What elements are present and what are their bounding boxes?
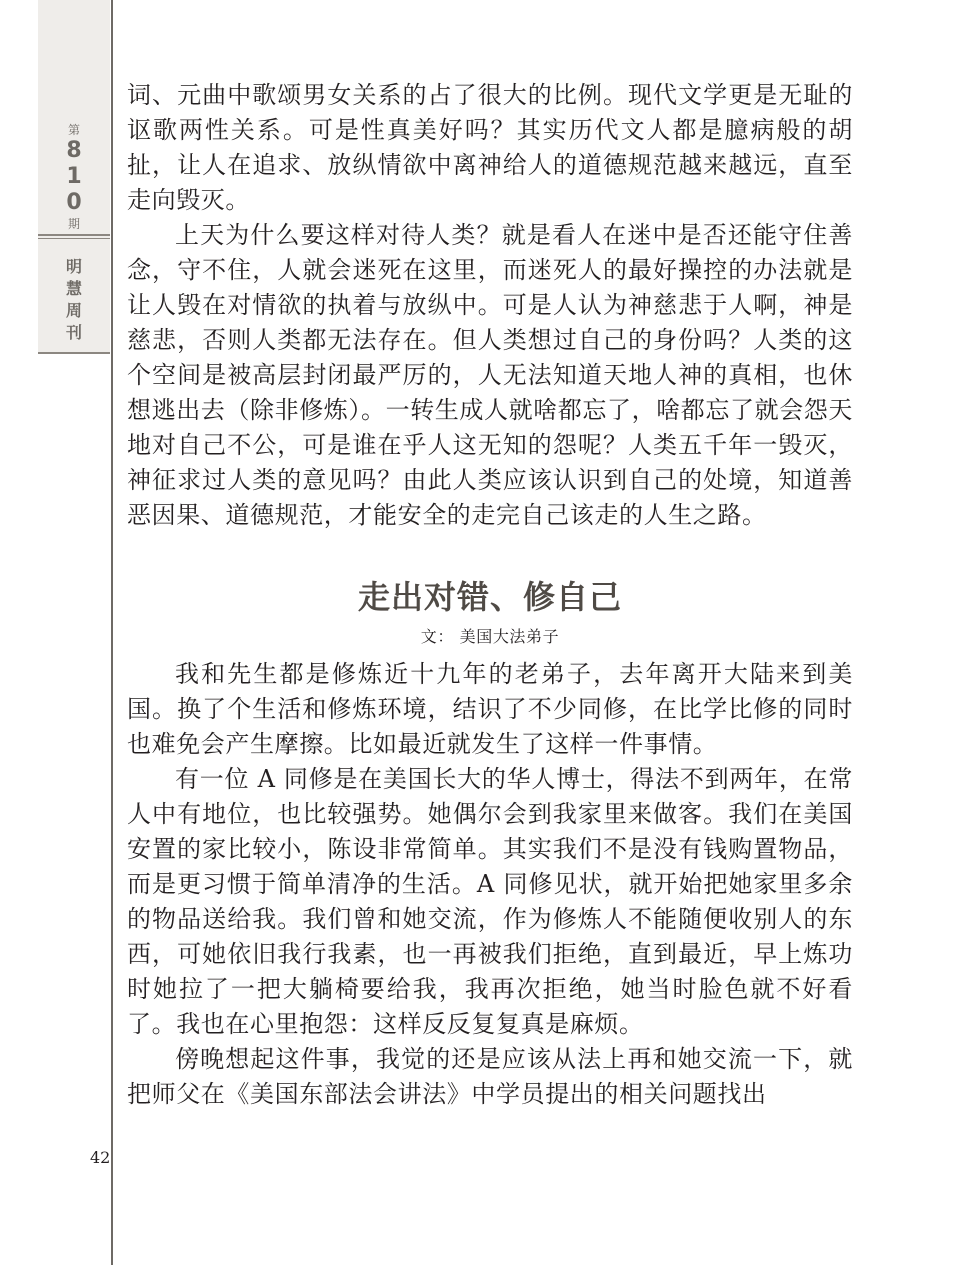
issue-digit: 0 — [66, 190, 82, 215]
publication-name — [38, 256, 110, 344]
issue-number — [38, 122, 110, 232]
body-paragraph: 有一位 A 同修是在美国长大的华人博士，得法不到两年，在常人中有地位，也比较强势。她偶尔会到我家里来做客。我们在美国安置的家比较小，陈设非常简单。其实我们不是没有钱购置物品，而是更习惯于简单清净的生活。A 同修见状，就开始把她家里多余的物品送给我。我们曾和她交流，作为修炼人不能随便收别人的东西，可她依旧我行我素，也一再被我们拒绝，直到最近，早上炼功时她拉了一把大躺椅要给我，我再次拒绝，她当时脸色就不好看了。我也在心里抱怨：这样反反复复真是麻烦。 — [127, 765, 853, 1038]
brand-char: 明 — [65, 257, 82, 276]
page-content — [127, 78, 853, 1112]
article-title: 走出对错、修自己 — [357, 578, 622, 616]
brand-char: 周 — [65, 301, 82, 320]
issue-digit: 1 — [66, 164, 82, 189]
body-paragraph: 我和先生都是修炼近十九年的老弟子，去年离开大陆来到美国。换了个生活和修炼环境，结识了不少同修，在比学比修的同时也难免会产生摩擦。比如最近就发生了这样一件事情。 — [127, 660, 853, 758]
issue-suffix: 期 — [67, 217, 80, 231]
issue-prefix: 第 — [67, 123, 80, 137]
body-paragraph: 傍晚想起这件事，我觉的还是应该从法上再和她交流一下，就把师父在《美国东部法会讲法》中学员提出的相关问题找出 — [127, 1045, 853, 1108]
body-paragraph: 词、元曲中歌颂男女关系的占了很大的比例。现代文学更是无耻的讴歌两性关系。可是性真美好吗？其实历代文人都是臆病般的胡扯，让人在追求、放纵情欲中离神给人的道德规范越来越远，直至走向毁灭。 — [127, 81, 853, 214]
body-paragraph: 上天为什么要这样对待人类？就是看人在迷中是否还能守住善念，守不住，人就会迷死在这里，而迷死人的最好操控的办法就是让人毁在对情欲的执着与放纵中。可是人认为神慈悲于人啊，神是慈悲，否则人类都无法存在。但人类想过自己的身份吗？人类的这个空间是被高层封闭最严厉的，人无法知道天地人神的真相，也休想逃出去（除非修炼）。一转生成人就啥都忘了，啥都忘了就会怨天地对自己不公，可是谁在乎人这无知的怨呢？人类五千年一毁灭，神征求过人类的意见吗？由此人类应该认识到自己的处境，知道善恶因果、道德规范，才能安全的走完自己该走的人生之路。 — [127, 221, 853, 529]
brand-char: 刊 — [65, 323, 82, 342]
article-byline: 文： 美国大法弟子 — [420, 627, 560, 646]
brand-char: 慧 — [65, 279, 82, 298]
margin-rule — [111, 0, 113, 1265]
issue-digit: 8 — [66, 138, 82, 163]
sidebar-divider — [38, 234, 110, 239]
page-number: 42 — [90, 1148, 111, 1167]
